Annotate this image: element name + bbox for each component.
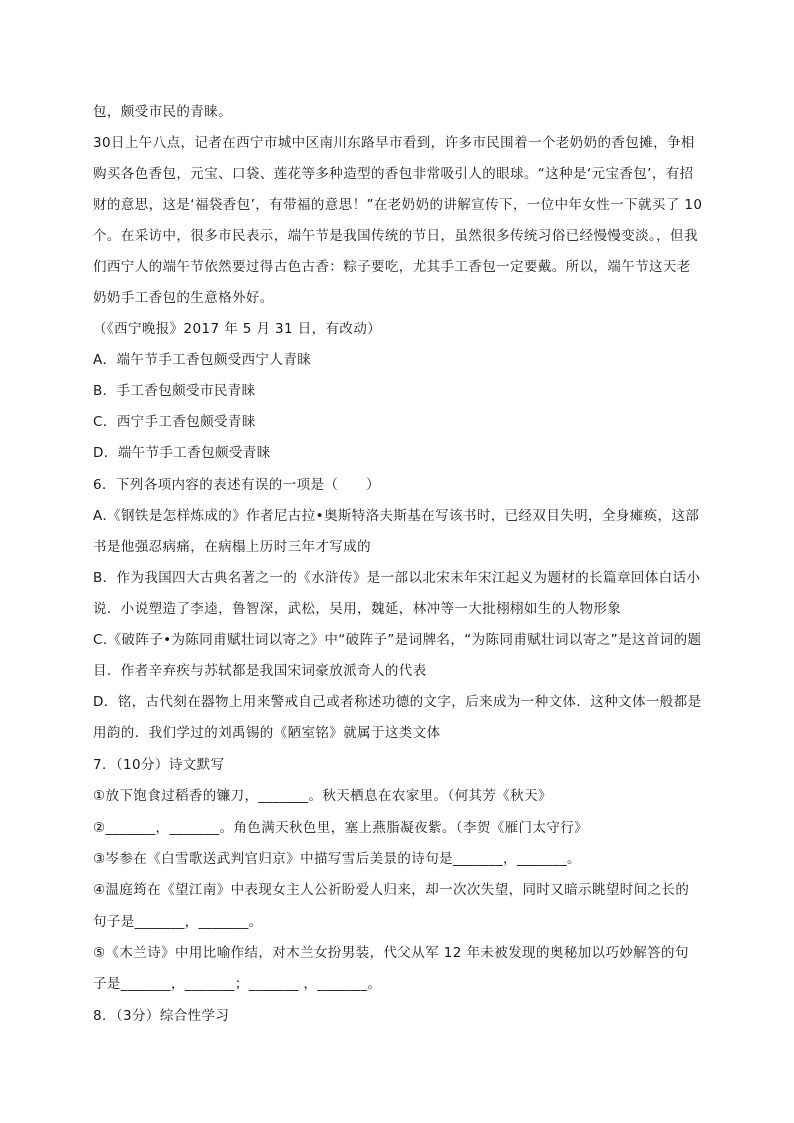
- passage-line: 财的意思，这是‘福袋香包’，有带福的意思！”在老奶奶的讲解宣传下，一位中年女性一下就买了 10: [93, 197, 703, 213]
- question-7-line: ⑤《木兰诗》中用比喻作结，对木兰女扮男装，代父从军 12 年未被发现的奥秘加以巧妙解答的句: [93, 945, 689, 961]
- option-c: C．西宁手工香包颇受青睐: [93, 414, 256, 430]
- passage-line: 个。在采访中，很多市民表示，端午节是我国传统的节日，虽然很多传统习俗已经慢慢变淡。，但我: [93, 228, 698, 244]
- question-6-line: 说．小说塑造了李逵，鲁智深，武松，吴用，魏延，林冲等一大批栩栩如生的人物形象: [93, 601, 622, 617]
- question-7-line: ④温庭筠在《望江南》中表现女主人公祈盼爱人归来，却一次次失望，同时又暗示眺望时间之长的: [93, 882, 690, 898]
- option-d: D．端午节手工香包颇受青睐: [93, 445, 271, 461]
- question-7-line: ②_______，_______。角色满天秋色里，塞上燕脂凝夜紫。（李贺《雁门太守行》: [93, 820, 589, 836]
- question-6-line: 目．作者辛弃疾与苏轼都是我国宋词豪放派奇人的代表: [93, 663, 427, 679]
- passage-line: 们西宁人的端午节依然要过得古色古香：粽子要吃，尤其手工香包一定要戴。所以，端午节这天老: [93, 259, 691, 275]
- question-7-stem: 7．（10分）诗文默写: [93, 757, 225, 773]
- passage-line: 30日上午八点，记者在西宁市城中区南川东路早市看到，许多市民围着一个老奶奶的香包摊，争相: [93, 135, 695, 151]
- question-7-line: ①放下饱食过稻香的镰刀，_______。秋天栖息在农家里。（何其芳《秋天》: [93, 788, 552, 804]
- question-6-line: 书是他强忍病痛，在病榻上历时三年才写成的: [93, 539, 371, 555]
- passage-line: 奶奶手工香包的生意格外好。: [93, 290, 274, 306]
- question-6-stem: 6．下列各项内容的表述有误的一项是（ ）: [93, 477, 380, 493]
- question-7-line: 子是_______，_______；_______ ，_______。: [93, 976, 382, 992]
- passage-line: 包，颇受市民的青睐。: [93, 104, 232, 120]
- question-7-line: 句子是_______，_______。: [93, 914, 263, 930]
- question-6-line: C.《破阵子•为陈同甫赋壮词以寄之》中“破阵子”是词牌名，“为陈同甫赋壮词以寄之”是这首词的题: [93, 632, 702, 648]
- question-8-stem: 8．（3分）综合性学习: [93, 1008, 230, 1024]
- question-6-line: B．作为我国四大古典名著之一的《水浒传》是一部以北宋末年宋江起义为题材的长篇章回体白话小: [93, 570, 701, 586]
- passage-line: 购买各色香包，元宝、口袋、莲花等多种造型的香包非常吸引人的眼球。“这种是‘元宝香包’，有招: [93, 166, 694, 182]
- option-b: B．手工香包颇受市民青睐: [93, 383, 256, 399]
- question-6-line: A.《钢铁是怎样炼成的》作者尼古拉•奥斯特洛夫斯基在写该书时，已经双目失明，全身瘫痪，这部: [93, 508, 700, 524]
- question-7-line: ③岑参在《白雪歌送武判官归京》中描写雪后美景的诗句是_______，_______。: [93, 851, 581, 867]
- question-6-line: D．铭，古代刻在器物上用来警戒自己或者称述功德的文字，后来成为一种文体．这种文体一般都是: [93, 694, 702, 710]
- passage-source: （《西宁晚报》2017 年 5 月 31 日，有改动）: [93, 321, 382, 337]
- question-6-line: 用韵的．我们学过的刘禹锡的《陋室铭》就属于这类文体: [93, 725, 441, 741]
- option-a: A．端午节手工香包颇受西宁人青睐: [93, 352, 312, 368]
